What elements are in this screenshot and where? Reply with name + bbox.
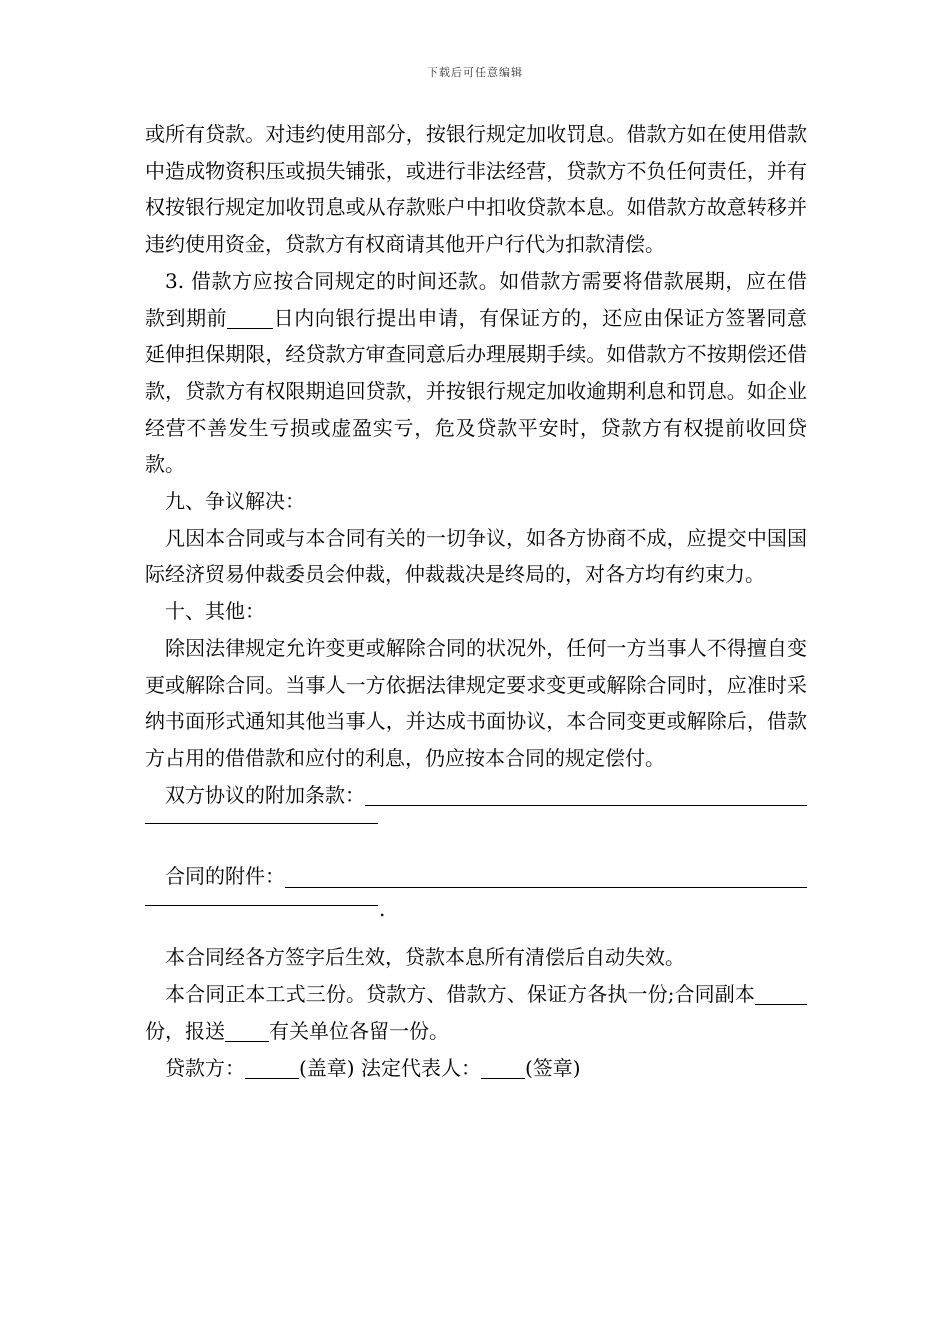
paragraph-repayment [145,263,807,483]
signature-line-lender [145,1050,807,1087]
extra-terms-blank-continued [145,813,807,850]
extra-terms-label: 双方协议的附加条款： [165,782,365,807]
seal-representative-label: (盖章) 法定代表人： [299,1055,481,1080]
lender-label: 贷款方： [165,1055,245,1080]
paragraph-effective: 本合同经各方签字后生效，贷款本息所有清偿后自动失效。 [165,945,685,970]
representative-sign-blank [481,1056,525,1079]
attachments-blank [285,865,807,888]
lender-seal-blank [245,1056,299,1079]
copies-text-c: 有关单位各留一份。 [269,1018,449,1043]
extra-terms-line [145,777,807,814]
section-heading-dispute: 九、争议解决： [165,489,305,514]
repayment-text-a: 3. 借款方应按合同规定的时间还款。如借款方需要将借款展期，应在借款到期前 [145,268,807,330]
copies-blank [755,982,807,1005]
paragraph-copies [145,976,807,1049]
attachments-line [145,858,807,895]
sign-label: (签章) [524,1055,581,1080]
extra-terms-blank [365,783,807,806]
days-blank [227,306,273,329]
attachments-blank-continued [145,895,807,932]
attachments-label: 合同的附件： [165,864,285,889]
attachments-period: . [379,896,386,921]
copies-text-a: 本合同正本工式三份。贷款方、借款方、保证方各执一份;合同副本 [165,982,755,1007]
section-heading-other: 十、其他： [165,599,265,624]
paragraph-arbitration: 凡因本合同或与本合同有关的一切争议，如各方协商不成，应提交中国国际经济贸易仲裁委员会仲裁，仲裁裁决是终局的，对各方均有约束力。 [145,525,807,587]
repayment-text-b: 日内向银行提出申请，有保证方的，还应由保证方签署同意延伸担保期限，经贷款方审查同意后办理展期手续。如借款方不按期偿还借款，贷款方有权限期追回贷款，并按银行规定加收逾期利息和罚息。如企业经营不善发生亏损或虚盈实亏，危及贷款平安时，贷款方有权提前收回贷款。 [145,305,808,477]
paragraph-loan-misuse: 或所有贷款。对违约使用部分，按银行规定加收罚息。借款方如在使用借款中造成物资积压或损失铺张，或进行非法经营，贷款方不负任何责任，并有权按银行规定加收罚息或从存款账户中扣收贷款本息。如借款方故意转移并违约使用资金，贷款方有权商请其他开户行代为扣款清偿。 [145,122,807,257]
copies-text-b: 份，报送 [145,1018,225,1043]
page-header: 下载后可任意编辑 [427,66,523,79]
extra-terms-blank-2 [145,823,378,824]
paragraph-modification: 除因法律规定允许变更或解除合同的状况外，任何一方当事人不得擅自变更或解除合同。当事人一方依据法律规定要求变更或解除合同时，应准时采纳书面形式通知其他当事人，并达成书面协议，本合同变更或解除后，借款方占用的借借款和应付的利息，仍应按本合同的规定偿付。 [145,635,807,770]
report-blank [225,1019,269,1042]
attachments-blank-2 [145,905,378,906]
document-body [145,116,807,1086]
